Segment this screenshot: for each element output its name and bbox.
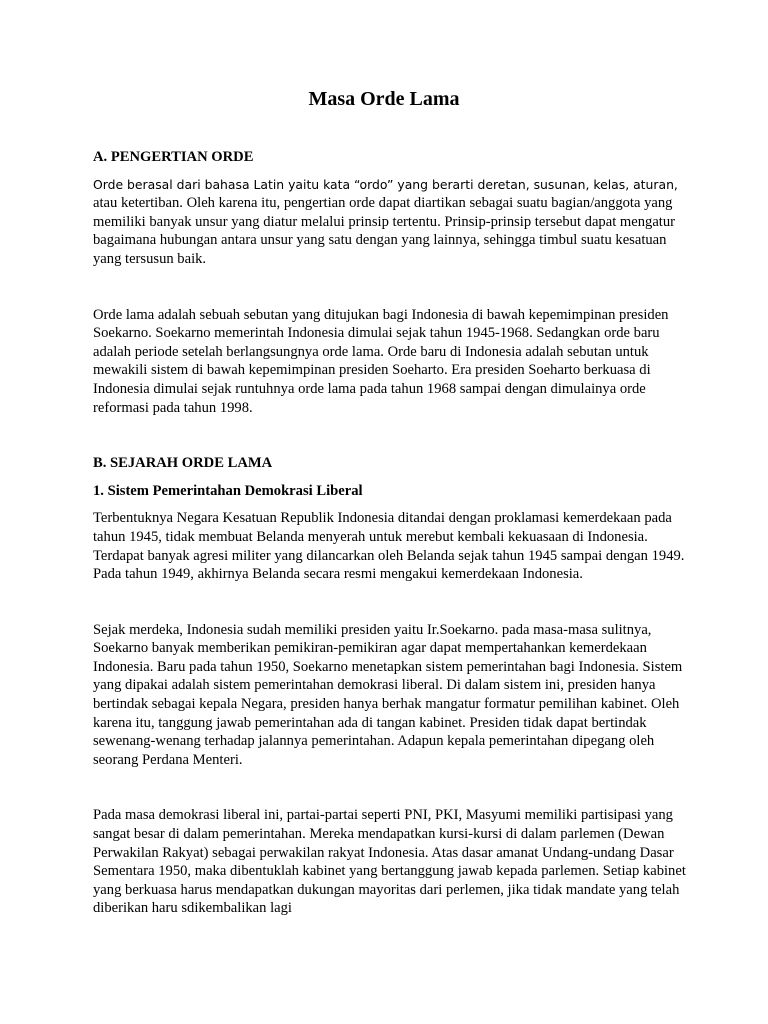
section-b-paragraph-3: Pada masa demokrasi liberal ini, partai-partai seperti PNI, PKI, Masyumi memiliki partisipasi yang sangat besar di dalam pemerintahan. Mereka mendapatkan kursi-kursi di dalam parlemen (Dewan Perwakilan Rakyat) sebagai perwakilan rakyat Indonesia. Atas dasar amanat Undang-undang Dasar Sementara 1950, maka dibentuklah kabinet yang bertanggung jawab kepada parlemen. Setiap kabinet yang berkuasa harus mendapatkan dukungan mayoritas dari perlemen, jika tidak mandate yang telah diberikan haru sdikembalikan lagi bbox=[93, 807, 686, 917]
section-b-paragraph-2: Sejak merdeka, Indonesia sudah memiliki presiden yaitu Ir.Soekarno. pada masa-masa sulitnya, Soekarno banyak memberikan pemikiran-pemikiran agar dapat mempertahankan kemerdekaan Indonesia. Baru pada tahun 1950, Soekarno menetapkan sistem pemerintahan bagi Indonesia. Sistem yang dipakai adalah sistem pemerintahan demokrasi liberal. Di dalam sistem ini, presiden hanya bertindak sebagai kepala Negara, presiden hanya berhak mangatur formatur pemilihan kabinet. Oleh karena itu, tanggung jawab pemerintahan ada di tangan kabinet. Presiden tidak dapat bertindak sewenang-wenang terhadap jalannya pemerintahan. Adapun kepala pemerintahan dipegang oleh seorang Perdana Menteri. bbox=[93, 621, 683, 768]
section-b-subheading: 1. Sistem Pemerintahan Demokrasi Liberal bbox=[93, 482, 363, 499]
section-a-paragraph-2: Orde lama adalah sebuah sebutan yang ditujukan bagi Indonesia di bawah kepemimpinan presiden Soekarno. Soekarno memerintah Indonesia dimulai sejak tahun 1945-1968. Sedangkan orde baru adalah periode setelah berlangsungnya orde lama. Orde baru di Indonesia adalah sebutan untuk mewakili sistem di bawah kepemimpinan presiden Soeharto. Era presiden Soeharto berkuasa di Indonesia dimulai sejak runtuhnya orde lama pada tahun 1968 sampai dengan dimulainya orde reformasi pada tahun 1998. bbox=[93, 306, 669, 416]
page-title: Masa Orde Lama bbox=[308, 88, 460, 110]
section-b-heading: B. SEJARAH ORDE LAMA bbox=[93, 455, 273, 472]
section-a-heading: A. PENGERTIAN ORDE bbox=[93, 149, 254, 165]
section-a-paragraph-1-rest: atau ketertiban. Oleh karena itu, pengertian orde dapat diartikan sebagai suatu bagian/anggota yang memiliki banyak unsur yang diatur melalui prinsip tertentu. Prinsip-prinsip tersebut dapat mengatur bagaimana hubungan antara unsur yang satu dengan yang lainnya, sehingga timbul suatu kesatuan yang tersusun baik. bbox=[93, 195, 676, 267]
document-body bbox=[93, 148, 693, 918]
section-a-paragraph-1-lead: Orde berasal dari bahasa Latin yaitu kata “ordo” yang berarti deretan, susunan, kelas, aturan, bbox=[93, 176, 678, 192]
section-b-paragraph-1: Terbentuknya Negara Kesatuan Republik Indonesia ditandai dengan proklamasi kemerdekaan pada tahun 1945, tidak membuat Belanda menyerah untuk merebut kembali kekuasaan di Indonesia. Terdapat banyak agresi militer yang dilancarkan oleh Belanda sejak tahun 1945 sampai dengan 1949. Pada tahun 1949, akhirnya Belanda secara resmi mengakui kemerdekaan Indonesia. bbox=[93, 510, 685, 583]
section-a-paragraph-1 bbox=[93, 176, 693, 269]
